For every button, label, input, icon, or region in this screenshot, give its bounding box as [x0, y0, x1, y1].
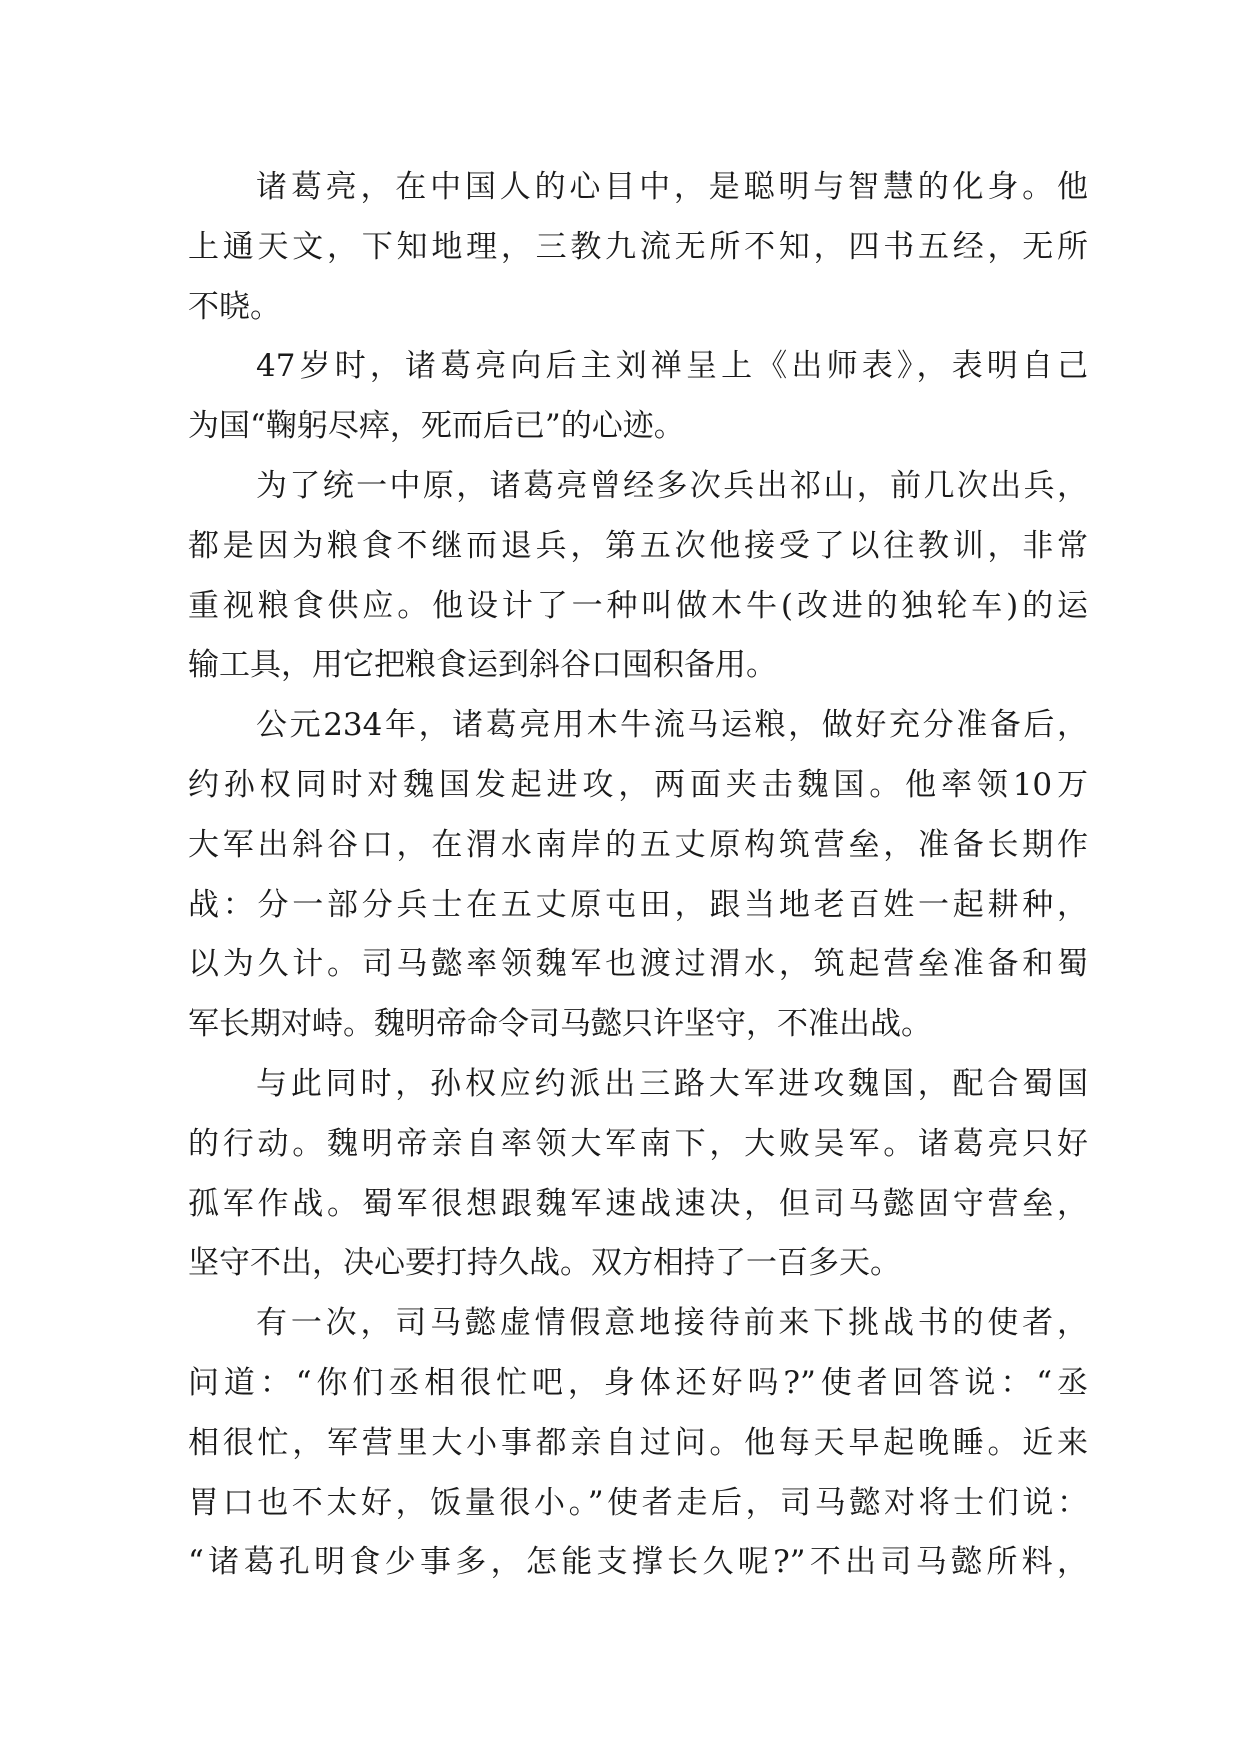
text-line: 孤军作战。蜀军很想跟魏军速战速决，但司马懿固守营垒， [188, 1185, 1088, 1222]
text-line: 与此同时，孙权应约派出三路大军进攻魏国，配合蜀国 [256, 1065, 1088, 1102]
text-line: 大军出斜谷口，在渭水南岸的五丈原构筑营垒，准备长期作 [188, 826, 1088, 863]
body-text [188, 158, 1088, 1593]
text-line: 坚守不出，决心要打持久战。双方相持了一百多天。 [188, 1245, 901, 1282]
text-line: 47岁时，诸葛亮向后主刘禅呈上《出师表》，表明自己 [256, 348, 1088, 385]
text-line: 有一次，司马懿虚情假意地接待前来下挑战书的使者， [256, 1305, 1088, 1342]
text-line: “诸葛孔明食少事多，怎能支撑长久呢?”不出司马懿所料， [188, 1544, 1088, 1581]
text-line: 重视粮食供应。他设计了一种叫做木牛(改进的独轮车)的运 [188, 587, 1088, 624]
text-line: 战：分一部分兵士在五丈原屯田，跟当地老百姓一起耕种， [188, 886, 1088, 923]
text-line: 约孙权同时对魏国发起进攻，两面夹击魏国。他率领10万 [188, 766, 1088, 803]
text-line: 为国“鞠躬尽瘁，死而后已”的心迹。 [188, 408, 685, 445]
text-line: 上通天文，下知地理，三教九流无所不知，四书五经，无所 [188, 228, 1088, 265]
text-line: 诸葛亮，在中国人的心目中，是聪明与智慧的化身。他 [256, 169, 1088, 205]
text-line: 军长期对峙。魏明帝命令司马懿只许坚守，不准出战。 [188, 1006, 932, 1043]
text-line: 胃口也不太好，饭量很小。”使者走后，司马懿对将士们说： [188, 1484, 1088, 1521]
text-line: 公元234年，诸葛亮用木牛流马运粮，做好充分准备后， [256, 707, 1088, 744]
text-line: 不晓。 [188, 288, 281, 325]
text-line: 以为久计。司马懿率领魏军也渡过渭水，筑起营垒准备和蜀 [188, 946, 1088, 983]
text-line: 都是因为粮食不继而退兵，第五次他接受了以往教训，非常 [188, 527, 1088, 564]
text-line: 问道：“你们丞相很忙吧，身体还好吗?”使者回答说：“丞 [188, 1364, 1088, 1401]
text-line: 相很忙，军营里大小事都亲自过问。他每天早起晚睡。近来 [188, 1424, 1088, 1461]
text-line: 的行动。魏明帝亲自率领大军南下，大败吴军。诸葛亮只好 [188, 1125, 1088, 1162]
text-line: 为了统一中原，诸葛亮曾经多次兵出祁山，前几次出兵， [256, 467, 1088, 504]
text-line: 输工具，用它把粮食运到斜谷口囤积备用。 [188, 647, 777, 684]
